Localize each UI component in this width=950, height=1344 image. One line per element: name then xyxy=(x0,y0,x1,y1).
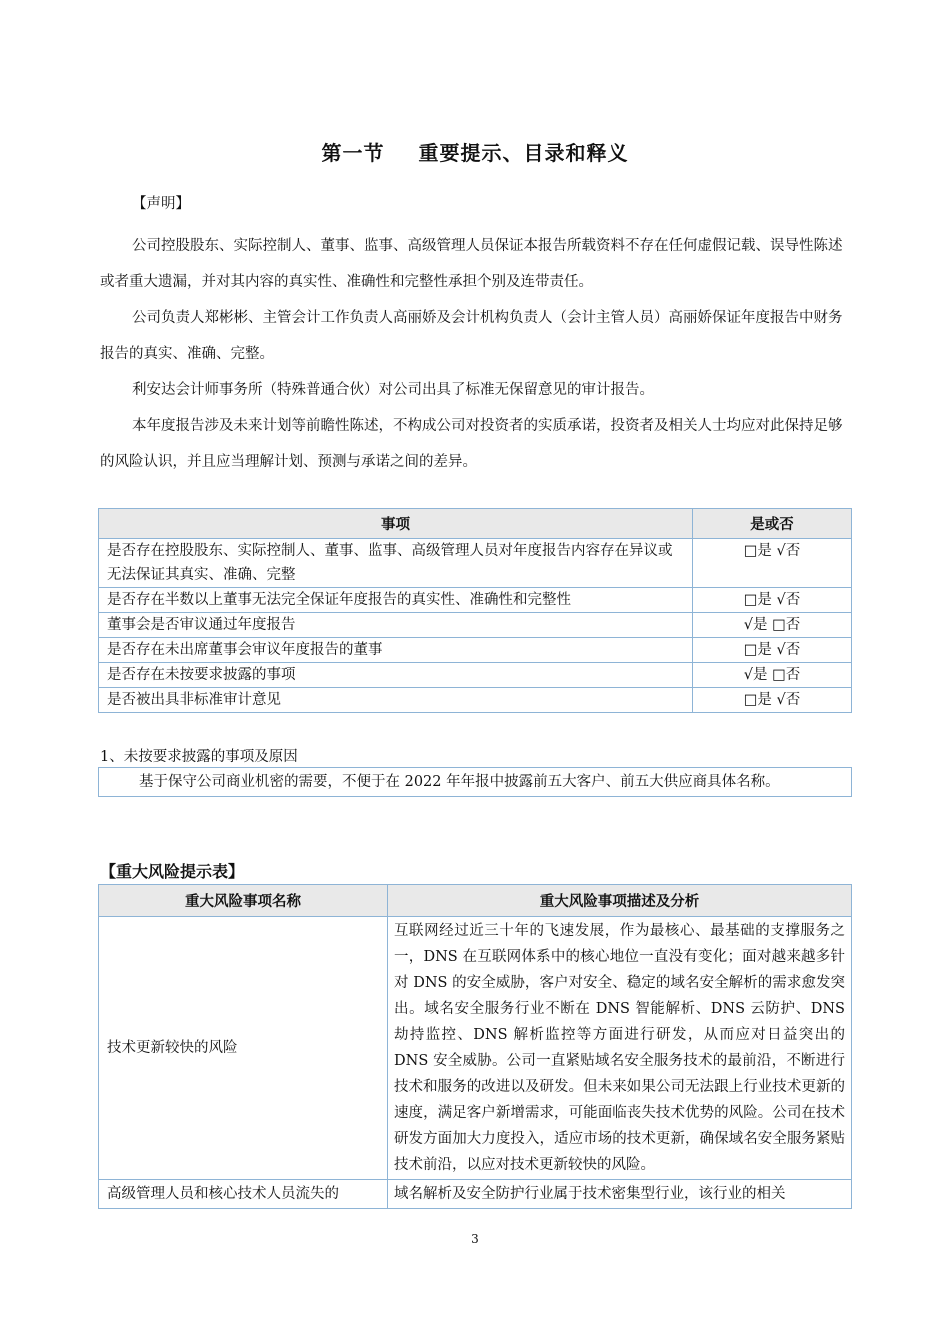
matters-header-answer: 是或否 xyxy=(693,509,852,539)
matter-item: 是否存在未出席董事会审议年度报告的董事 xyxy=(99,638,693,663)
risk-table-heading: 【重大风险提示表】 xyxy=(100,862,245,881)
matter-item: 董事会是否审议通过年度报告 xyxy=(99,613,693,638)
risk-name: 技术更新较快的风险 xyxy=(99,917,388,1180)
table-row xyxy=(99,1180,852,1209)
table-row xyxy=(99,613,852,638)
risk-header-desc: 重大风险事项描述及分析 xyxy=(388,885,852,917)
risk-description: 域名解析及安全防护行业属于技术密集型行业，该行业的相关 xyxy=(388,1180,852,1209)
paragraph-forward-looking: 本年度报告涉及未来计划等前瞻性陈述，不构成公司对投资者的实质承诺，投资者及相关人士均应对此保持足够的风险认识，并且应当理解计划、预测与承诺之间的差异。 xyxy=(100,418,843,470)
section-name: 重要提示、目录和释义 xyxy=(418,141,629,165)
section-number: 第一节 xyxy=(321,141,385,165)
risk-header-name: 重大风险事项名称 xyxy=(99,885,388,917)
matter-item: 是否被出具非标准审计意见 xyxy=(99,688,693,713)
matters-header-item: 事项 xyxy=(99,509,693,539)
table-row xyxy=(99,588,852,613)
paragraph-auditor: 利安达会计师事务所（特殊普通合伙）对公司出具了标准无保留意见的审计报告。 xyxy=(132,382,654,398)
table-row xyxy=(99,663,852,688)
table-row xyxy=(99,539,852,588)
matter-answer: □是 √否 xyxy=(693,638,852,663)
matters-table xyxy=(98,508,852,713)
table-row xyxy=(99,638,852,663)
paragraph-financial-guarantee: 公司负责人郑彬彬、主管会计工作负责人高丽娇及会计机构负责人（会计主管人员）高丽娇保证年度报告中财务报告的真实、准确、完整。 xyxy=(100,310,843,362)
declaration-heading: 【声明】 xyxy=(132,196,190,212)
matter-item: 是否存在控股股东、实际控制人、董事、监事、高级管理人员对年度报告内容存在异议或无法保证其真实、准确、完整 xyxy=(99,539,693,588)
undisclosed-heading: 1、未按要求披露的事项及原因 xyxy=(100,749,298,765)
risk-table xyxy=(98,884,852,1209)
page-title xyxy=(0,137,950,166)
risk-description: 互联网经过近三十年的飞速发展，作为最核心、最基础的支撑服务之一，DNS 在互联网体系中的核心地位一直没有变化；面对越来越多针对 DNS 的安全威胁，客户对安全、稳定的域名安全解析的需求愈发突出。域名安全服务行业不断在 DNS 智能解析、DNS 云防护、DNS 劫持监控、DNS 解析监控等方面进行研发，从而应对日益突出的 DNS 安全威胁。公司一直紧贴域名安全服务技术的最前沿，不断进行技术和服务的改进以及研发。但未来如果公司无法跟上行业技术更新的速度，满足客户新增需求，可能面临丧失技术优势的风险。公司在技术研发方面加大力度投入，适应市场的技术更新，确保域名安全服务紧贴技术前沿，以应对技术更新较快的风险。 xyxy=(388,917,852,1180)
table-row xyxy=(99,917,852,1180)
undisclosed-reason-box: 基于保守公司商业机密的需要，不便于在 2022 年年报中披露前五大客户、前五大供应商具体名称。 xyxy=(98,767,852,797)
matter-answer: □是 √否 xyxy=(693,688,852,713)
paragraph-responsibility: 公司控股股东、实际控制人、董事、监事、高级管理人员保证本报告所载资料不存在任何虚假记载、误导性陈述或者重大遗漏，并对其内容的真实性、准确性和完整性承担个别及连带责任。 xyxy=(100,238,843,290)
matter-item: 是否存在未按要求披露的事项 xyxy=(99,663,693,688)
matter-answer: √是 □否 xyxy=(693,613,852,638)
matter-item: 是否存在半数以上董事无法完全保证年度报告的真实性、准确性和完整性 xyxy=(99,588,693,613)
matter-answer: □是 √否 xyxy=(693,539,852,588)
risk-name: 高级管理人员和核心技术人员流失的 xyxy=(99,1180,388,1209)
matter-answer: □是 √否 xyxy=(693,588,852,613)
page-number: 3 xyxy=(471,1232,479,1246)
matter-answer: √是 □否 xyxy=(693,663,852,688)
table-row xyxy=(99,688,852,713)
